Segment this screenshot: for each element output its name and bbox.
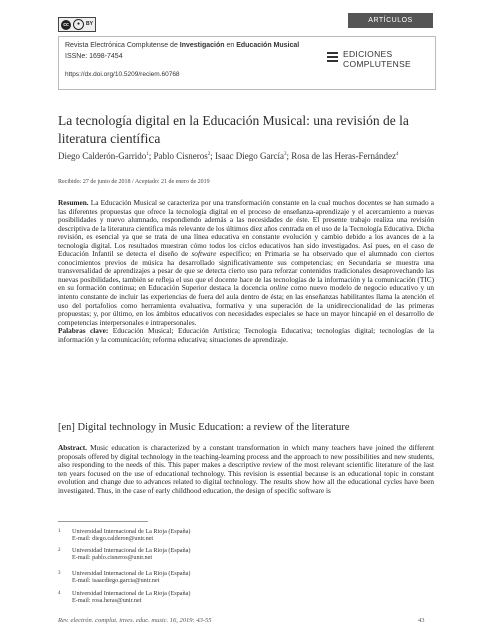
page-number: 43 <box>418 617 425 624</box>
footnote: 2 Universidad Internacional de La Rioja (España) E-mail: pablo.cisneros@unir.net <box>58 547 191 562</box>
doi-link[interactable]: https://dx.doi.org/10.5209/reciem.60768 <box>65 71 180 78</box>
section-badge: ARTÍCULOS <box>348 13 433 28</box>
english-title: [en] Digital technology in Music Education: a review of the literature <box>58 422 350 433</box>
author-list <box>58 151 438 161</box>
author: Isaac Diego García$^3$; <box>215 151 292 161</box>
footnote: 1 Universidad Internacional de La Rioja (España) E-mail: diego.calderon@unir.net <box>58 528 191 543</box>
publisher-logo-icon <box>327 52 338 66</box>
author: Diego Calderón-Garrido$^1$; <box>58 151 154 161</box>
abstract-es: Resumen. La Educación Musical se caracteriza por una transformación constante en la cual muchos docentes se han sumado a las diferentes propuestas que ofrece la tecnología digital en el proceso de enseñanza-aprendizaje y el acercamiento a nuevas posibilidades y nuevo alumnado, respondiendo además a las necesidades de éste. El presente trabajo realiza una revisión descriptiva de la literatura científica más relevante de los últimos diez años centrada en el uso de la Tecnología Educativa. Dicha revisión, es esencial ya que se trata de una línea educativa en constante evolución y cambio debido a los avances de a la tecnología digital. Los resultados muestran cómo todos los ciclos educativos han sido investigados. Así pues, en el caso de Educación Infantil se detecta el diseño de software específico; en Primaria se ha observado que el alumnado con ciertos conocimientos previos de música ha desarrollado significativamente sus competencias; en Secundaria se muestra una transversalidad de aprendizajes a pesar de que se detecta cierto uso para reforzar contenidos tradicionales desaprovechando las nuevas posibilidades, también se refleja el uso que el docente hace de las tecnologías de la información y la comunicación (TIC) en su formación continua; en Educación Superior destaca la docencia online como nuevo modelo de negocio educativo y un intento constante de incluir las experiencias de fuera del aula dentro de ésta; en las enseñanzas habilitantes llama la atención el uso del portafolios como herramienta evaluativa, formativa y una superación de la unidireccionalidad de las primeras propuestas; y, por último, en los ámbitos educativos con necesidades especiales se hace un mayor hincapié en el desarrollo de competencias interpersonales e intrapersonales. Palabras clave: Educación Musical; Educación Artística; Tecnología Educativa; tecnologías digital; tecnologías de la información y la comunicación; reforma educativa; situaciones de aprendizaje. <box>58 198 435 344</box>
received-accepted-dates: Recibido: 27 de junio de 2018 / Aceptado: 21 de enero de 2019 <box>58 179 210 185</box>
abstract-en: Abstract. Music education is characterized by a constant transformation in which many teachers have joined the different proposals offered by digital technology in the teaching-learning process and the approach to new possibilities and new students, also responding to the needs of this. This paper makes a descriptive review of the most relevant scientific literature of the last ten years focused on the use of educational technology. This revision is essential because is an educational topic in constant evolution and change due to advances related to digital technology. The results show how all the educational cycles have been investigated. Thus, in the case of early childhood education, the design of specific software is <box>58 443 434 495</box>
issn: ISSNe: 1698-7454 <box>65 53 123 60</box>
attribution-icon: ● <box>73 19 84 30</box>
author: Rosa de las Heras-Fernández$^4$ <box>291 151 399 161</box>
journal-name: Revista Electrónica Complutense de Investigación en Educación Musical <box>65 42 300 49</box>
footnote-divider <box>58 521 148 522</box>
cc-license-badge <box>58 17 96 32</box>
author: Pablo Cisneros$^2$; <box>153 151 216 161</box>
footer-citation: Rev. electrón. complut. inves. educ. music. 16, 2019: 43-55 <box>58 617 212 624</box>
license-type: BY <box>86 21 93 27</box>
publisher-logo: EDICIONES COMPLUTENSE <box>343 49 412 69</box>
keywords-es: Palabras clave: Educación Musical; Educación Artística; Tecnología Educativa; tecnologías digital; tecnologías de la información y la comunicación; reforma educativa; situaciones de aprendizaje. <box>58 326 434 344</box>
creative-commons-icon: cc <box>61 20 71 30</box>
footnote: 4 Universidad Internacional de La Rioja (España) E-mail: rosa.heras@unir.net <box>58 590 191 605</box>
article-title: La tecnología digital en la Educación Musical: una revisión de la literatura científica <box>58 113 409 146</box>
footnote: 3 Universidad Internacional de La Rioja (España) E-mail: isaacdiego.garcia@unir.net <box>58 570 191 585</box>
